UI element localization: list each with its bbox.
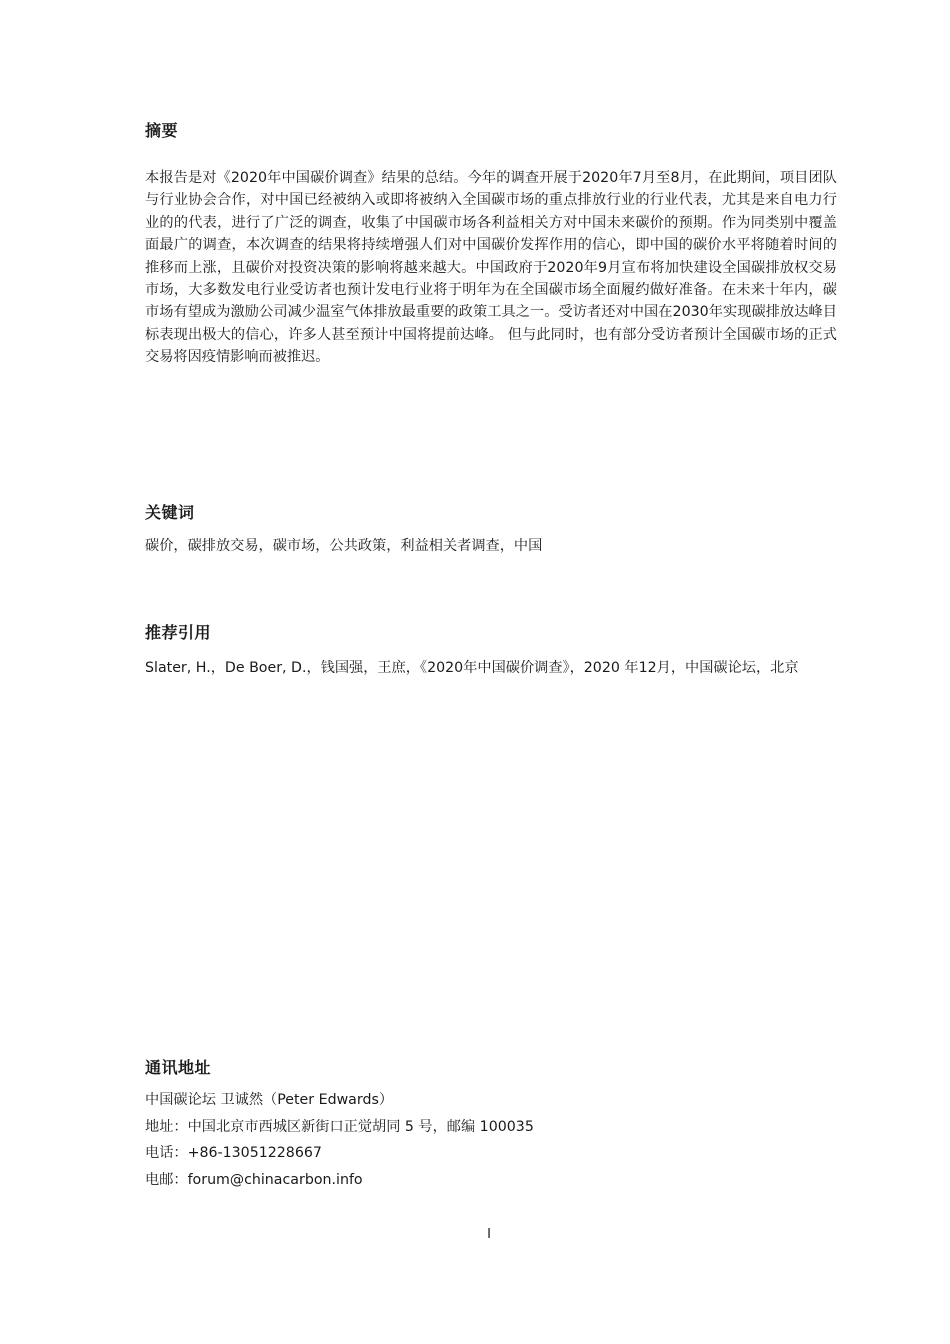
page-number: I (487, 1227, 491, 1242)
keywords-heading: 关键词 (145, 503, 195, 522)
contact-address: 地址：中国北京市西城区新街口正觉胡同 5 号，邮编 100035 (145, 1119, 534, 1135)
contact-email: 电邮：forum@chinacarbon.info (145, 1172, 363, 1188)
keywords-text: 碳价，碳排放交易，碳市场，公共政策，利益相关者调查，中国 (145, 538, 543, 554)
abstract-heading: 摘要 (145, 121, 179, 140)
abstract-text: 本报告是对《2020年中国碳价调查》结果的总结。今年的调查开展于2020年7月至8月，在此期间，项目团队与行业协会合作，对中国已经被纳入或即将被纳入全国碳市场的重点排放行业的行业代表，尤其是来自电力行业的的代表，进行了广泛的调查，收集了中国碳市场各利益相关方对中国未来碳价的预期。作为同类别中覆盖面最广的调查，本次调查的结果将持续增强人们对中国碳价发挥作用的信心，即中国的碳价水平将随着时间的推移而上涨，且碳价对投资决策的影响将越来越大。中国政府于2020年9月宣布将加快建设全国碳排放权交易市场，大多数发电行业受访者也预计发电行业将于明年为在全国碳市场全面履约做好准备。在未来十年内，碳市场有望成为激励公司减少温室气体排放最重要的政策工具之一。受访者还对中国在2030年实现碳排放达峰目标表现出极大的信心，许多人甚至预计中国将提前达峰。 但与此同时，也有部分受访者预计全国碳市场的正式交易将因疫情影响而被推迟。 (145, 170, 837, 366)
contact-name: 中国碳论坛 卫诚然（Peter Edwards） (145, 1092, 394, 1108)
citation-heading: 推荐引用 (145, 623, 212, 642)
citation-text: Slater, H.，De Boer, D.，钱国强，王庶，《2020年中国碳价调查》，2020 年12月，中国碳论坛，北京 (145, 660, 799, 676)
contact-phone: 电话：+86-13051228667 (145, 1145, 322, 1161)
contact-heading: 通讯地址 (145, 1058, 212, 1077)
